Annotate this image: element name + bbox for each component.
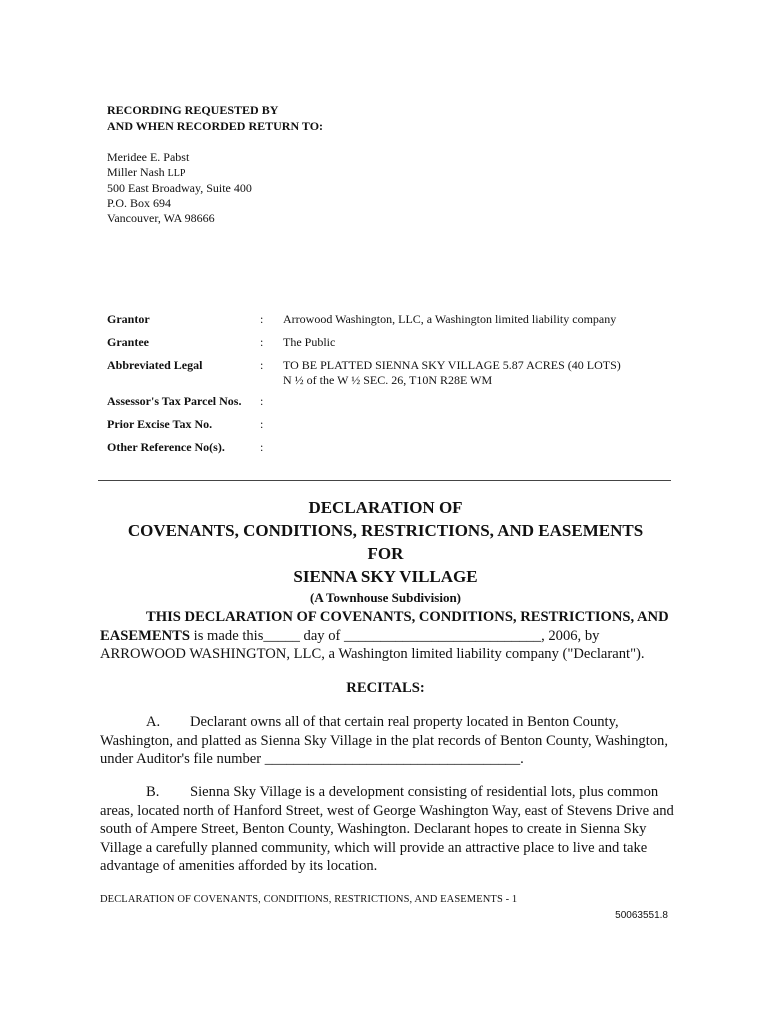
address-firm-suffix: LLP [167, 168, 186, 179]
recording-line-1: RECORDING REQUESTED BY [107, 103, 279, 117]
horizontal-divider [98, 480, 671, 481]
title-line-3: FOR [367, 544, 404, 563]
legal-value-line-1: TO BE PLATTED SIENNA SKY VILLAGE 5.87 ACRES (40 LOTS) [283, 358, 621, 372]
recital-b [100, 783, 675, 876]
parcel-label: Assessor's Tax Parcel Nos. [107, 394, 242, 408]
excise-label: Prior Excise Tax No. [107, 417, 213, 431]
recital-a [100, 713, 675, 769]
recording-requested-block [107, 102, 323, 134]
meta-colon: : [260, 440, 264, 454]
intro-text: is made this_____ day of ___________________________, 2006, by ARROWOOD WASHINGTON, LLC, a Washington limited liability company ("Declarant"). [100, 627, 645, 662]
meta-colon: : [260, 394, 264, 408]
grantee-value: The Public [283, 335, 336, 349]
address-street: 500 East Broadway, Suite 400 [107, 181, 252, 195]
grantor-value: Arrowood Washington, LLC, a Washington limited liability company [283, 312, 617, 326]
recitals-heading: RECITALS: [346, 680, 425, 696]
meta-colon: : [260, 335, 264, 349]
legal-label: Abbreviated Legal [107, 358, 203, 372]
legal-value-line-2: N ½ of the W ½ SEC. 26, T10N R28E WM [283, 373, 493, 387]
recital-a-label: A. [146, 714, 161, 730]
other-label: Other Reference No(s). [107, 440, 225, 454]
document-number: 50063551.8 [615, 910, 668, 921]
intro-bold-text: THIS DECLARATION OF COVENANTS, CONDITIONS, RESTRICTIONS, AND EASEMENTS [100, 609, 669, 644]
title-line-1: DECLARATION OF [308, 498, 463, 517]
title-line-4: SIENNA SKY VILLAGE [293, 567, 478, 586]
address-po-box: P.O. Box 694 [107, 196, 172, 210]
page-footer: DECLARATION OF COVENANTS, CONDITIONS, RESTRICTIONS, AND EASEMENTS - 1 [100, 894, 518, 905]
intro-paragraph [100, 608, 675, 664]
address-name: Meridee E. Pabst [107, 150, 190, 164]
grantee-label: Grantee [107, 335, 149, 349]
address-firm-name: Miller Nash [107, 165, 165, 179]
meta-colon: : [260, 417, 264, 431]
meta-colon: : [260, 312, 264, 326]
meta-colon: : [260, 358, 264, 372]
recital-b-text: Sienna Sky Village is a development consisting of residential lots, plus common areas, located north of Hanford Street, west of George Washington Way, east of Stevens Drive and south of Ampere Street, Benton County, Washington. Declarant hopes to create in Sienna Sky Village a carefully planned community, which will provide an attractive place to live and take advantage of amenities afforded by its location. [100, 784, 674, 874]
recital-a-text: Declarant owns all of that certain real property located in Benton County, Washington, and platted as Sienna Sky Village in the plat records of Benton County, Washington, under Auditor's file number ___________________________________. [100, 714, 669, 767]
legal-value [283, 358, 621, 388]
address-firm [107, 165, 252, 181]
grantor-label: Grantor [107, 312, 150, 326]
title-subtitle: (A Townhouse Subdivision) [309, 590, 462, 605]
document-title [98, 496, 673, 607]
recording-line-2: AND WHEN RECORDED RETURN TO: [107, 119, 324, 133]
recital-b-label: B. [146, 784, 160, 800]
return-address-block [107, 150, 252, 226]
address-city: Vancouver, WA 98666 [107, 211, 215, 225]
title-line-2: COVENANTS, CONDITIONS, RESTRICTIONS, AND EASEMENTS [127, 521, 644, 540]
